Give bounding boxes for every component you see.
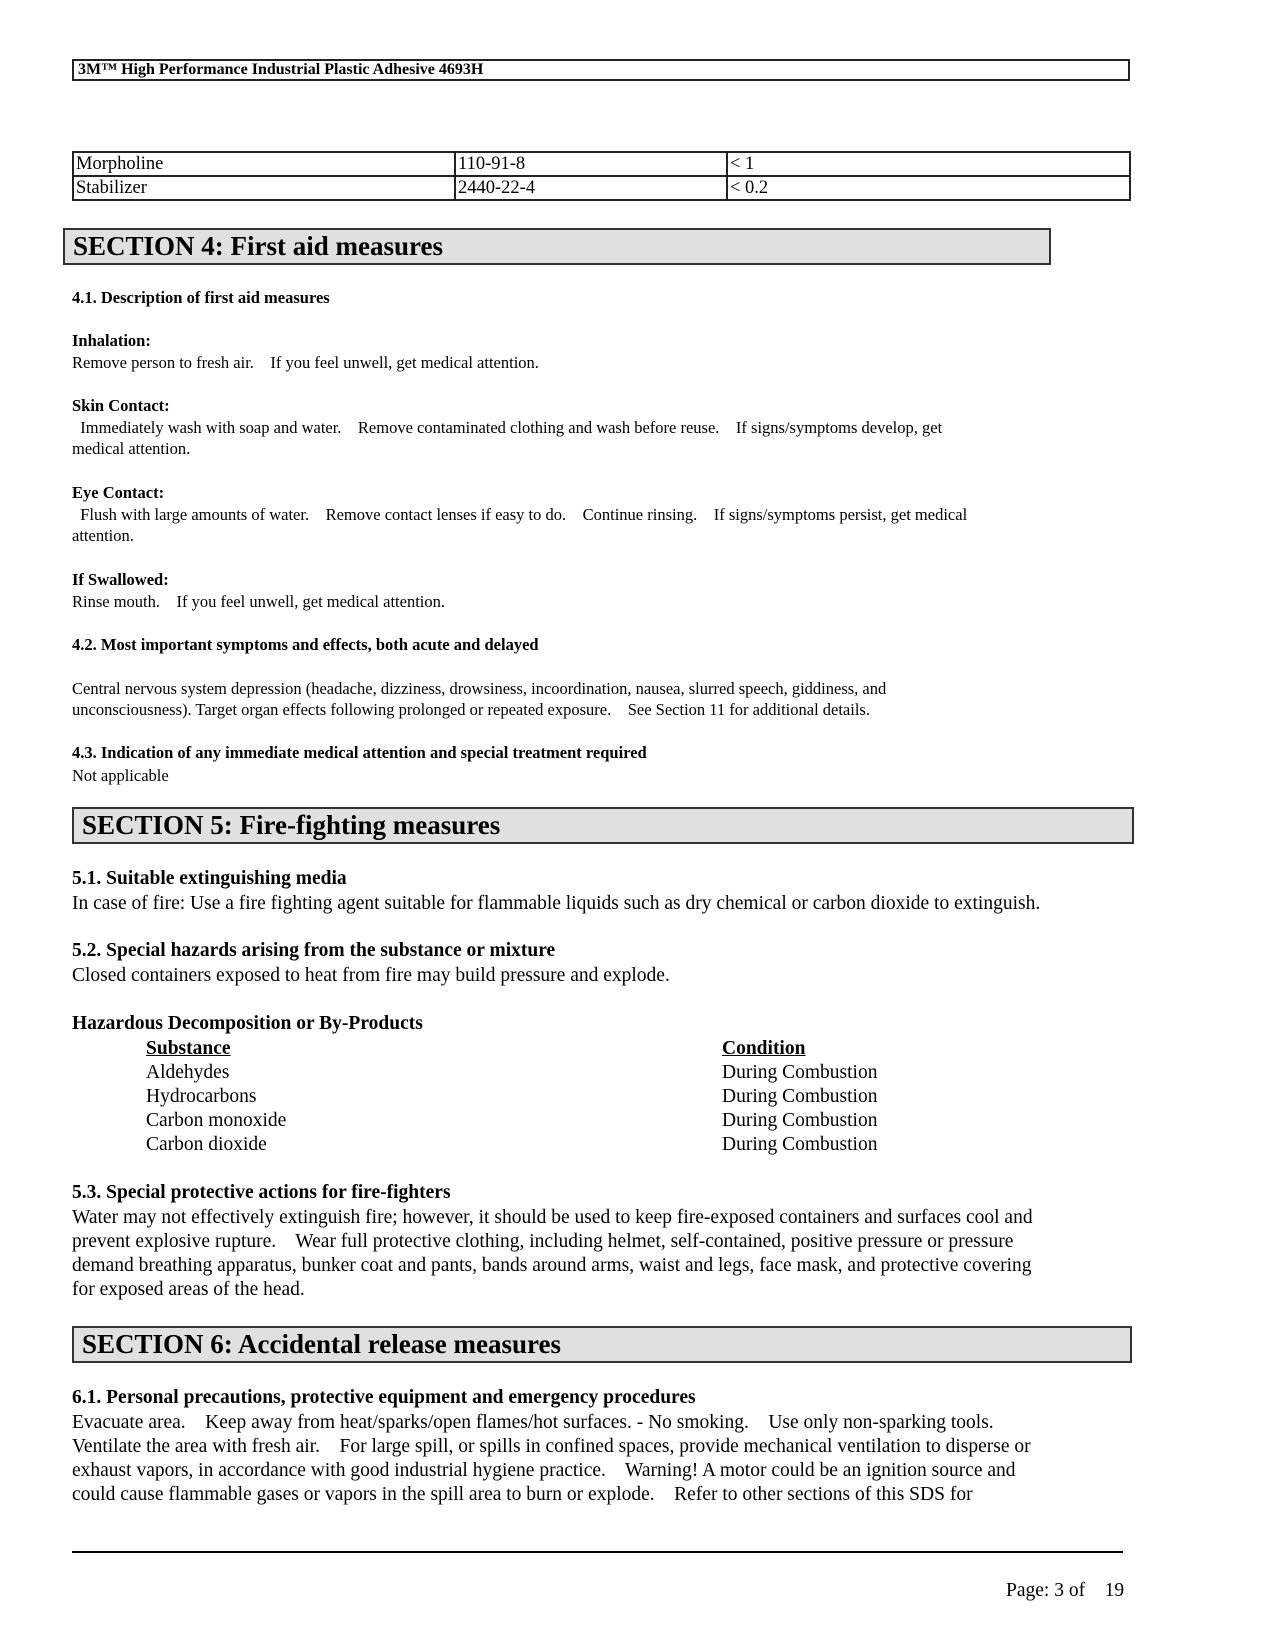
inhalation-label: Inhalation: [72, 331, 151, 350]
substance-column-header: Substance [146, 1038, 231, 1059]
firefighter-actions-line: for exposed areas of the head. [72, 1279, 305, 1300]
skin-contact-label: Skin Contact: [72, 396, 170, 415]
if-swallowed-label: If Swallowed: [72, 570, 169, 589]
section-5-title: SECTION 5: Fire-fighting measures [82, 810, 501, 840]
document-title: 3M™ High Performance Industrial Plastic Adhesive 4693H [78, 61, 484, 78]
cas-number: 110-91-8 [455, 152, 727, 176]
composition-table [72, 151, 1131, 201]
table-row [73, 176, 1130, 200]
if-swallowed-text: Rinse mouth. If you feel unwell, get medical attention. [72, 592, 445, 611]
section-4-header [63, 228, 1051, 265]
cas-number: 2440-22-4 [455, 176, 727, 200]
decomposition-substance: Carbon dioxide [146, 1134, 267, 1155]
eye-contact-label: Eye Contact: [72, 483, 165, 502]
subsection-5-3-heading: 5.3. Special protective actions for fire-fighters [72, 1182, 451, 1203]
extinguishing-media-text: In case of fire: Use a fire fighting agent suitable for flammable liquids such as dry chemical or carbon dioxide to extinguish. [72, 893, 1041, 914]
firefighter-actions-line: Water may not effectively extinguish fire; however, it should be used to keep fire-exposed containers and surfaces cool and [72, 1207, 1033, 1228]
eye-contact-text-line: Flush with large amounts of water. Remove contact lenses if easy to do. Continue rinsing. If signs/symptoms persist, get medical [72, 505, 968, 524]
percent-by-weight: < 1 [727, 152, 1130, 176]
percent-by-weight: < 0.2 [727, 176, 1130, 200]
footer-divider [72, 1551, 1123, 1553]
eye-contact-text-line: attention. [72, 526, 134, 545]
subsection-4-3-heading: 4.3. Indication of any immediate medical attention and special treatment required [72, 743, 647, 762]
skin-contact-text-line: medical attention. [72, 439, 191, 458]
inhalation-text: Remove person to fresh air. If you feel unwell, get medical attention. [72, 353, 539, 372]
personal-precautions-line: Evacuate area. Keep away from heat/sparks/open flames/hot surfaces. - No smoking. Use only non-sparking tools. [72, 1412, 994, 1433]
condition-column-header: Condition [722, 1038, 806, 1059]
symptoms-text-line: Central nervous system depression (headache, dizziness, drowsiness, incoordination, nausea, slurred speech, giddiness, and [72, 679, 887, 698]
section-6-title: SECTION 6: Accidental release measures [82, 1329, 561, 1359]
decomposition-condition: During Combustion [722, 1134, 878, 1155]
personal-precautions-line: Ventilate the area with fresh air. For large spill, or spills in confined spaces, provide mechanical ventilation to disperse or [72, 1436, 1031, 1457]
symptoms-text-line: unconsciousness). Target organ effects following prolonged or repeated exposure. See Section 11 for additional details. [72, 700, 870, 719]
subsection-4-2-heading: 4.2. Most important symptoms and effects, both acute and delayed [72, 635, 539, 654]
decomposition-substance: Hydrocarbons [146, 1086, 257, 1107]
personal-precautions-line: exhaust vapors, in accordance with good industrial hygiene practice. Warning! A motor could be an ignition source and [72, 1460, 1016, 1481]
firefighter-actions-line: demand breathing apparatus, bunker coat and pants, bands around arms, waist and legs, face mask, and protective covering [72, 1255, 1032, 1276]
table-row [73, 152, 1130, 176]
decomposition-condition: During Combustion [722, 1086, 878, 1107]
section-6-header [72, 1326, 1132, 1363]
subsection-4-1-heading: 4.1. Description of first aid measures [72, 288, 330, 307]
ingredient-name: Stabilizer [73, 176, 455, 200]
firefighter-actions-line: prevent explosive rupture. Wear full protective clothing, including helmet, self-contained, positive pressure or pressure [72, 1231, 1014, 1252]
section-5-header [72, 807, 1134, 844]
decomposition-heading: Hazardous Decomposition or By-Products [72, 1013, 423, 1034]
ingredient-name: Morpholine [73, 152, 455, 176]
section-4-title: SECTION 4: First aid measures [73, 231, 444, 261]
page-number: Page: 3 of 19 [1006, 1580, 1125, 1601]
personal-precautions-line: could cause flammable gases or vapors in the spill area to burn or explode. Refer to other sections of this SDS for [72, 1484, 973, 1505]
document-title-box [72, 59, 1130, 81]
subsection-6-1-heading: 6.1. Personal precautions, protective equipment and emergency procedures [72, 1387, 696, 1408]
decomposition-condition: During Combustion [722, 1110, 878, 1131]
decomposition-substance: Aldehydes [146, 1062, 230, 1083]
decomposition-condition: During Combustion [722, 1062, 878, 1083]
decomposition-substance: Carbon monoxide [146, 1110, 287, 1131]
special-hazards-text: Closed containers exposed to heat from fire may build pressure and explode. [72, 965, 670, 986]
subsection-5-1-heading: 5.1. Suitable extinguishing media [72, 868, 347, 889]
skin-contact-text-line: Immediately wash with soap and water. Remove contaminated clothing and wash before reuse. If signs/symptoms develop, get [72, 418, 943, 437]
subsection-5-2-heading: 5.2. Special hazards arising from the substance or mixture [72, 940, 556, 961]
medical-attention-text: Not applicable [72, 766, 169, 785]
